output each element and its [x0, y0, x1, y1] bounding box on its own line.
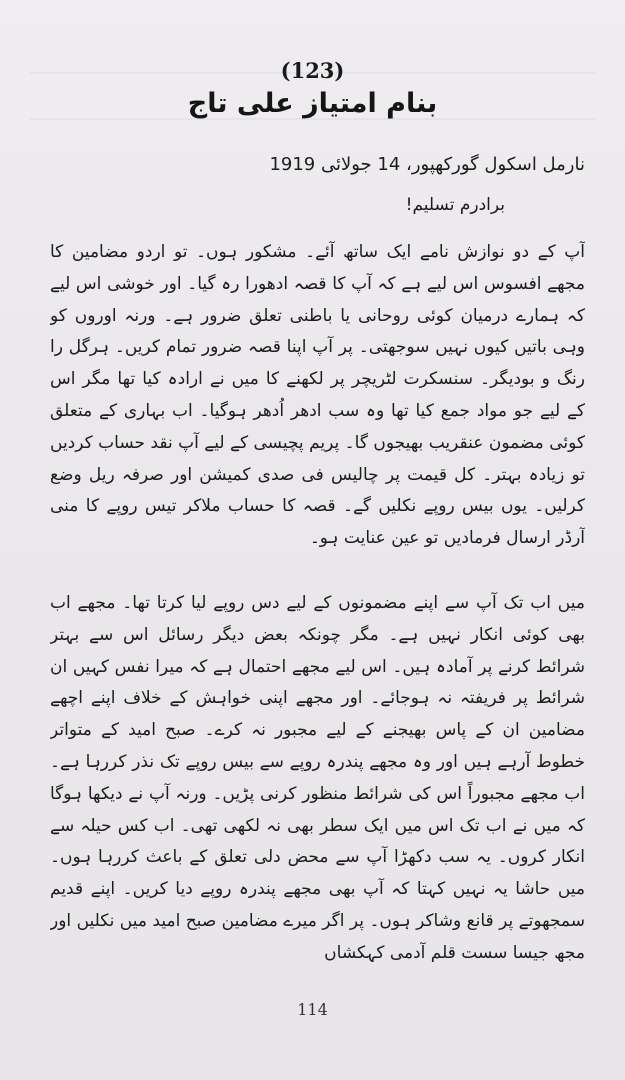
place-date-line: نارمل اسکول گورکھپور، 14 جولائی 1919: [269, 154, 585, 175]
body-paragraph: آپ کے دو نوازش نامے ایک ساتھ آئے۔ مشکور ہوں۔ تو اردو مضامین کا مجھے افسوس اس لیے ہے کہ آپ کا قصہ ادھورا رہ گیا۔ اور خوشی اس لیے کہ ہمارے درمیان کوئی روحانی یا باطنی تعلق ضرور ہے۔ ورنہ اوروں کو وہی باتیں کیوں نہیں سوجھتی۔ پر آپ اپنا قصہ ضرور تمام کریں۔ ہرگل را رنگ و بودیگر۔ سنسکرت لٹریچر پر لکھنے کا میں نے ارادہ کیا تھا مگر اس کے لیے جو مواد جمع کیا تھا وہ سب ادھر اُدھر ہوگیا۔ اب بہاری کے متعلق کوئی مضمون عنقریب بھیجوں گا۔ پریم پچیسی کے لیے آپ نقد حساب کردیں تو زیادہ بہتر۔ کل قیمت پر چالیس فی صدی کمیشن اور صرفہ ریل وضع کرلیں۔ یوں بیس روپے نکلیں گے۔ قصہ کا حساب ملاکر تیس روپے کا منی آرڈر ارسال فرمادیں تو عین عنایت ہو۔: [50, 242, 585, 549]
letter-title: بنام امتیاز علی تاج: [187, 88, 438, 119]
letter-number: (123): [280, 58, 345, 83]
salutation: برادرم تسلیم!: [405, 195, 505, 215]
body-paragraph: میں اب تک آپ سے اپنے مضمونوں کے لیے دس روپے لیا کرتا تھا۔ مجھے اب بھی کوئی انکار نہیں ہے۔ مگر چونکہ بعض دیگر رسائل اس سے بہتر شرائط کرنے پر آمادہ ہیں۔ اس لیے مجھے احتمال ہے کہ میرا نفس کہیں ان شرائط پر فریفتہ نہ ہوجائے۔ اور مجھے اپنی خواہش کے خلاف اپنے اچھے مضامین ان کے پاس بھیجنے کے لیے مجبور نہ کرے۔ صبح امید کے متواتر خطوط آرہے ہیں اور وہ مجھے پندرہ روپے سے بیس روپے تک نذر کررہا ہے۔ اب مجھے مجبوراً اس کی شرائط منظور کرنی پڑیں۔ ورنہ آپ نے دیکھا ہوگا کہ میں نے اب تک اس میں ایک سطر بھی نہ لکھی تھی۔ اب کس حیلہ سے انکار کروں۔ یہ سب دکھڑا آپ سے محض دلی تعلق کے باعث کررہا ہوں۔ میں حاشا یہ نہیں کہتا کہ آپ بھی مجھے پندرہ روپے دیا کریں۔ اپنے قدیم سمجھوتے پر قانع وشاکر ہوں۔ پر اگر میرے مضامین صبح امید میں نکلیں اور مجھ جیسا سست قلم آدمی کہکشاں: [50, 593, 585, 963]
page-number: 114: [297, 1000, 328, 1019]
